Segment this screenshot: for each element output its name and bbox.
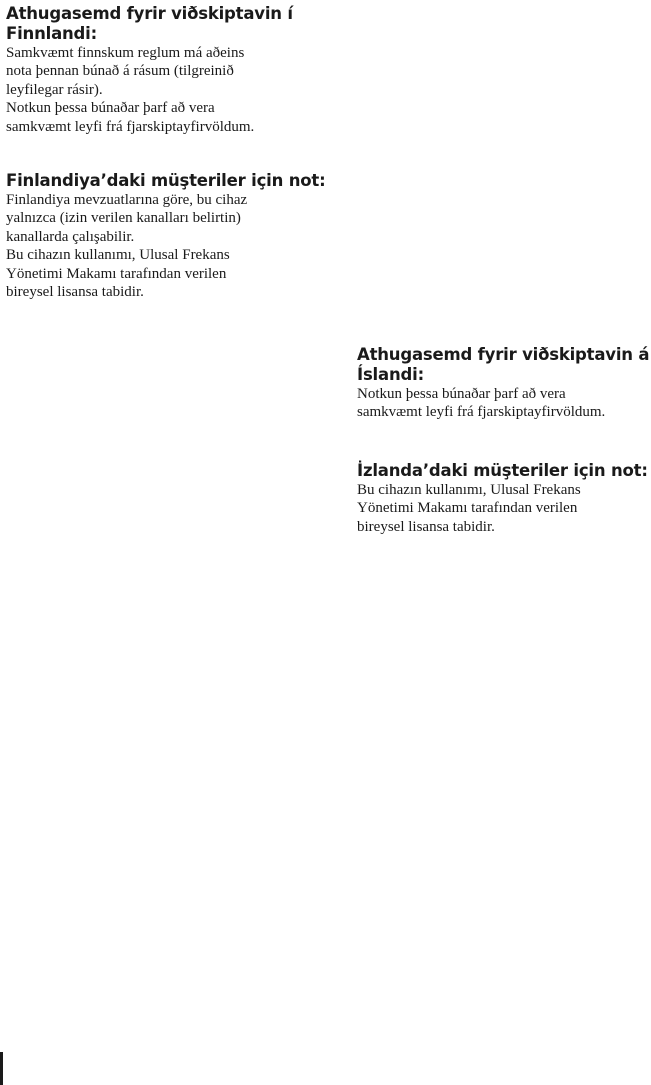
body-line: kanallarda çalışabilir.: [6, 228, 135, 245]
body-line: Notkun þessa búnaðar þarf að vera: [6, 100, 215, 117]
notice-iceland-icelandic: [357, 345, 651, 422]
body-line: Notkun þessa búnaðar þarf að vera: [357, 386, 566, 402]
heading-line: Finnlandi:: [6, 24, 98, 43]
body-line: Samkvæmt finnskum reglum má aðeins: [6, 45, 245, 61]
heading-line: İzlanda’daki müşteriler için not:: [357, 461, 648, 480]
page-margin-bar: [0, 1052, 3, 1085]
notice-body: [357, 385, 651, 422]
body-line: bireysel lisansa tabidir.: [357, 518, 495, 535]
body-line: leyfilegar rásir).: [6, 81, 103, 98]
notice-finland-turkish: [6, 171, 326, 301]
notice-heading: [357, 461, 651, 481]
notice-heading: [357, 345, 651, 385]
notice-finland-icelandic: [6, 4, 306, 136]
body-line: samkvæmt leyfi frá fjarskiptayfirvöldum.: [357, 404, 606, 421]
notice-body: [357, 481, 651, 536]
heading-line: Íslandi:: [357, 365, 424, 384]
heading-line: Athugasemd fyrir viðskiptavin í: [6, 4, 293, 23]
body-line: nota þennan búnað á rásum (tilgreinið: [6, 63, 234, 80]
body-line: Bu cihazın kullanımı, Ulusal Frekans: [6, 247, 230, 264]
body-line: Yönetimi Makamı tarafından verilen: [6, 265, 227, 282]
body-line: Finlandiya mevzuatlarına göre, bu cihaz: [6, 192, 248, 208]
body-line: Yönetimi Makamı tarafından verilen: [357, 500, 578, 517]
notice-body: [6, 191, 316, 301]
notice-body: [6, 44, 306, 136]
body-line: samkvæmt leyfi frá fjarskiptayfirvöldum.: [6, 118, 255, 135]
notice-heading: [6, 171, 326, 191]
heading-line: Athugasemd fyrir viðskiptavin á: [357, 345, 650, 364]
body-line: Bu cihazın kullanımı, Ulusal Frekans: [357, 482, 581, 498]
body-line: bireysel lisansa tabidir.: [6, 284, 144, 301]
notice-iceland-turkish: [357, 461, 651, 536]
body-line: yalnızca (izin verilen kanalları belirtin): [6, 210, 241, 227]
heading-line: Finlandiya’daki müşteriler için not:: [6, 171, 326, 190]
notice-heading: [6, 4, 306, 44]
